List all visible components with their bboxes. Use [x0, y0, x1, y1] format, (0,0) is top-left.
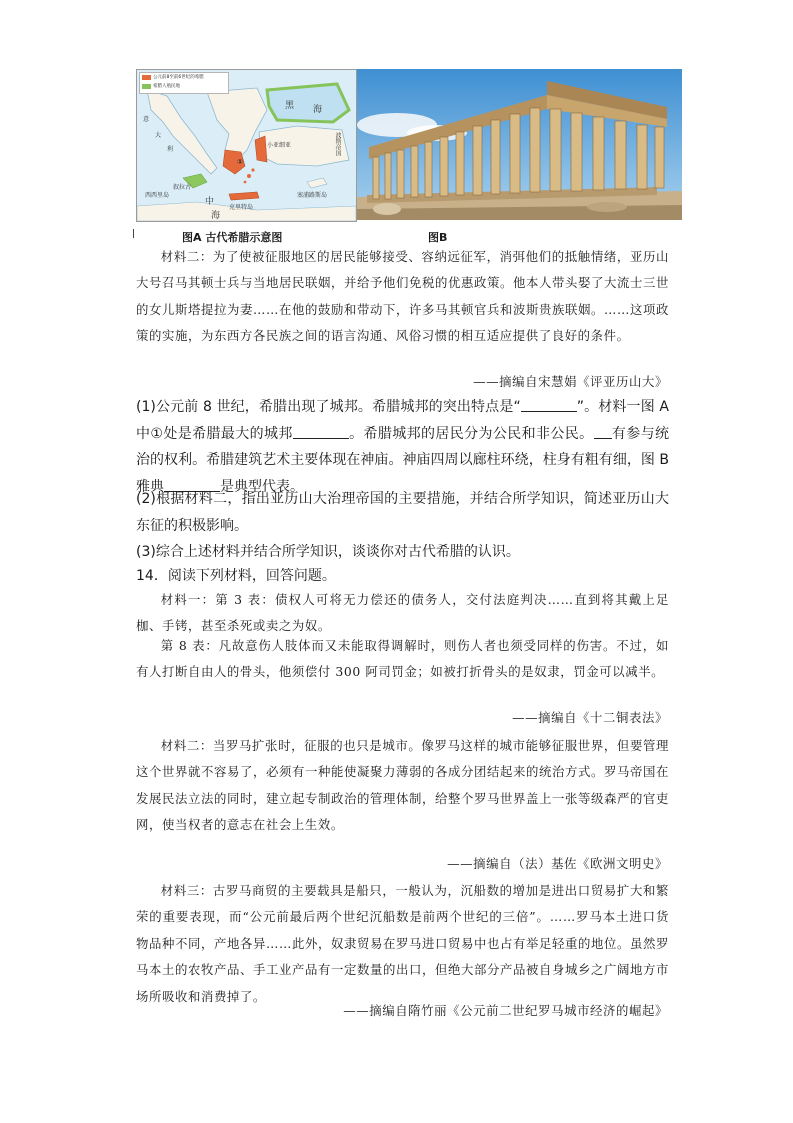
q1-part: 处是希腊最大的城邦 — [163, 425, 293, 442]
parthenon-photo — [357, 69, 682, 220]
map-label: 海 — [211, 211, 221, 221]
figure-a-caption: 图A 古代希腊示意图 — [182, 231, 283, 244]
parthenon-drawing — [357, 69, 682, 220]
legend-swatch — [142, 84, 151, 89]
map-label: ① — [237, 158, 243, 166]
legend-entry — [142, 82, 228, 91]
q1-part: 有参与统治的权利。希腊建筑艺术主要体现在神庙。神庙四周以廊柱环绕，柱身有粗有细，图 B 雅典 — [136, 425, 670, 495]
material-three-source: ——摘编自隋竹丽《公元前二世纪罗马城市经济的崛起》 — [343, 1003, 668, 1018]
map-label: 利 — [167, 146, 174, 153]
legend-swatch — [142, 75, 151, 80]
q1-part: (1)公元前 8 世纪，希腊出现了城邦。希腊城邦的突出特点是“ — [136, 399, 521, 415]
question-13-3: (3)综合上述材料并结合所学知识，谈谈你对古代希腊的认识。 — [136, 544, 520, 560]
q1-part: 是典型代表。 — [220, 478, 304, 495]
material-one-table3: 材料一：第 3 表：债权人可将无力偿还的债务人，交付法庭判决……直到将其戴上足枷、手铐，甚至杀死或卖之为奴。 — [136, 592, 669, 634]
map-label: 小亚细亚 — [267, 142, 292, 149]
map-label: 塞浦路斯岛 — [297, 192, 328, 199]
material-one-source: ——摘编自《十二铜表法》 — [512, 710, 668, 725]
material-two-alexander: 材料二：为了使被征服地区的居民能够接受、容纳远征军，消弭他们的抵触情绪，亚历山大号召马其顿士兵与当地居民联姻，并给予他们免税的优惠政策。他本人带头娶了大流士三世的女儿斯塔提拉为妻……在他的鼓励和带动下，许多马其顿官兵和波斯贵族联姻。……这项政策的实施，为东西方各民族之间的语言沟通、风俗习惯的相互适应提供了良好的条件。 — [136, 249, 669, 344]
map-label: 波斯帝国 — [334, 132, 341, 156]
map-label: 意 — [143, 116, 150, 123]
map-label: 中 — [205, 197, 215, 207]
material-two-rome-source: ——摘编自（法）基佐《欧洲文明史》 — [447, 856, 668, 871]
map-label: 克里特岛 — [229, 204, 254, 211]
legend-label: 希腊人殖民地 — [153, 84, 180, 89]
material-one-table8: 第 8 表：凡故意伤人肢体而又未能取得调解时，则伤人者也须受同样的伤害。不过，如有人打断自由人的骨头，他须偿付 300 阿司罚金；如被打折骨头的是奴隶，罚金可以减半。 — [136, 638, 669, 680]
map-label: 叙拉古 — [173, 184, 192, 191]
answer-blank[interactable] — [293, 424, 349, 439]
material-two-source: ——摘编自宋慧娟《评亚历山大》 — [473, 374, 668, 389]
answer-blank[interactable] — [521, 397, 577, 412]
map-label: 海 — [313, 105, 323, 115]
answer-blank[interactable] — [594, 424, 612, 439]
map-label: 大 — [155, 132, 162, 139]
map-label: 黑 — [285, 101, 295, 111]
material-three-trade: 材料三：古罗马商贸的主要载具是船只，一般认为，沉船数的增加是进出口贸易扩大和繁荣的重要表现，而“公元前最后两个世纪沉船数是前两个世纪的三倍”。……罗马本土进口货物品种不同，产地各异……此外，奴隶贸易在罗马进口贸易中也占有举足轻重的地位。虽然罗马本土的农牧产品、手工业产品有一定数量的出口，但绝大部分产品被自身城乡之广阔地方市场所吸收和消费掉了。 — [136, 883, 669, 1004]
question-14-title: 14．阅读下列材料，回答问题。 — [136, 568, 336, 584]
q1-part: 。希腊城邦的居民分为公民和非公民。 — [348, 425, 594, 442]
question-13-2: (2)根据材料二，指出亚历山大治理帝国的主要措施，并结合所学知识，简述亚历山大东征的积极影响。 — [136, 491, 669, 534]
legend-label: 公元前8至前6世纪的希腊 — [153, 75, 204, 80]
q1-part: ”。材料一图 A 中 — [136, 399, 670, 442]
material-two-rome: 材料二：当罗马扩张时，征服的也只是城市。像罗马这样的城市能够征服世界，但要管理这个世界就不容易了，必须有一种能使凝聚力薄弱的各成分团结起来的统治方式。罗马帝国在发展民法立法的同时，建立起专制政治的管理体制，给整个罗马世界盖上一张等级森严的官吏网，使当权者的意志在社会上生效。 — [136, 738, 669, 833]
map-label: 西西里岛 — [145, 192, 170, 199]
question-13-1 — [136, 394, 669, 500]
map-legend — [139, 72, 229, 94]
legend-entry — [142, 73, 228, 82]
ancient-greece-map — [136, 69, 357, 222]
figure-divider — [133, 229, 134, 238]
figure-b-caption: 图B — [428, 231, 448, 244]
circle-one-marker: ① — [150, 425, 164, 442]
